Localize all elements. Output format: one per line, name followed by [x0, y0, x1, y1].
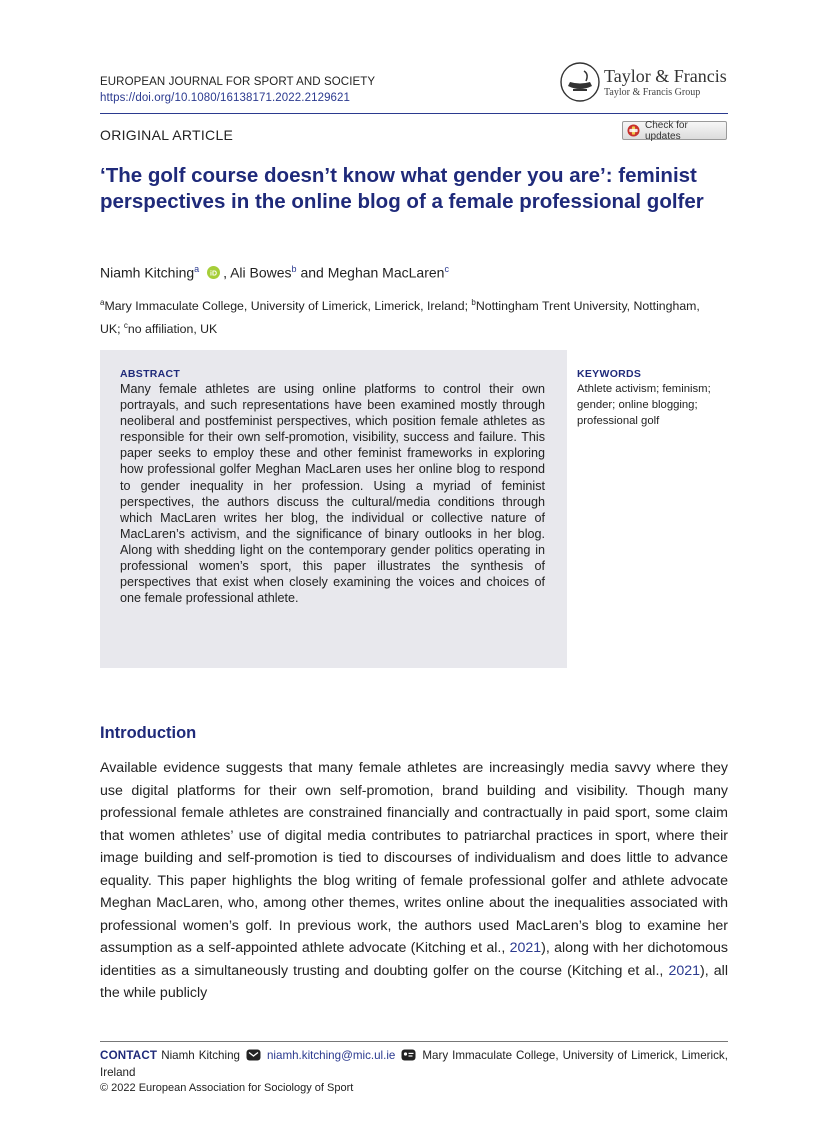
author-list — [100, 264, 449, 281]
publisher-name: Taylor & Francis — [604, 66, 727, 86]
body-text-segment: ), all the while publicly — [100, 962, 728, 1001]
article-type: ORIGINAL ARTICLE — [100, 127, 234, 143]
abstract-box — [100, 350, 567, 668]
contact-block — [100, 1047, 728, 1081]
check-for-updates-button[interactable] — [622, 121, 727, 140]
author-affil-sup: a — [194, 264, 200, 274]
author-name[interactable]: Meghan MacLaren — [327, 264, 445, 281]
introduction-heading: Introduction — [100, 724, 197, 742]
author-name[interactable]: Ali Bowes — [230, 264, 292, 281]
author-affil-sup: b — [291, 264, 297, 274]
header-rule — [100, 113, 728, 114]
affil-sup: b — [471, 298, 476, 307]
citation-link[interactable]: 2021 — [668, 962, 701, 979]
orcid-icon[interactable] — [207, 266, 220, 279]
doi-link[interactable]: https://doi.org/10.1080/16138171.2022.2129621 — [100, 92, 351, 104]
author-separator: , — [223, 264, 231, 281]
abstract-heading: ABSTRACT — [120, 368, 181, 380]
lamp-logo-icon — [560, 62, 600, 102]
affil-text: Nottingham Trent University, Nottingham, UK; — [100, 299, 700, 337]
footer-rule — [100, 1041, 728, 1042]
contact-address: Mary Immaculate College, University of Limerick, Limerick, Ireland — [100, 1049, 728, 1079]
check-updates-label: Check for updates — [645, 119, 688, 142]
copyright-notice: © 2022 European Association for Sociology of Sport — [100, 1082, 354, 1094]
affil-text: no affiliation, UK — [127, 322, 218, 337]
keywords-text: Athlete activism; feminism; gender; online blogging; professional golf — [577, 383, 711, 427]
affiliations — [100, 293, 720, 339]
body-text-segment: ), along with her dichotomous identities as a simultaneously trusting and doubting golfer on the course (Kitching et al., — [100, 940, 728, 979]
author-name[interactable]: Niamh Kitching — [100, 264, 195, 281]
journal-header — [100, 74, 375, 106]
publisher-group: Taylor & Francis Group — [604, 87, 701, 98]
citation-link[interactable]: 2021 — [509, 940, 542, 956]
affil-sup: a — [100, 298, 105, 307]
author-affil-sup: c — [444, 264, 449, 274]
article-title: ‘The golf course doesn’t know what gender you are’: feminist perspectives in the online blog of a female professional golfer — [100, 164, 704, 213]
contact-name: Niamh Kitching — [161, 1049, 240, 1062]
abstract-text: Many female athletes are using online platforms to control their own portrayals, and such representations have been examined mostly through neoliberal and postfeminist perspectives, which position female athletes as responsible for their own self-promotion, visibility, success and failure. This paper seeks to employ these and other feminist frameworks in exploring how professional golfer Meghan MacLaren uses her online blog to respond to gender inequality in her profession. Using a myriad of feminist perspectives, the authors discuss the cultural/media conditions through which MacLaren writes her blog, the individual or collective nature of MacLaren’s activism, and the significance of binary outlooks in her blog. Along with shedding light on the contemporary gender politics operating in professional women’s sport, this paper illustrates the synthesis of perspectives that exist when closely examining the voices and choices of one female professional athlete. — [120, 382, 545, 606]
introduction-body — [100, 757, 728, 1005]
affil-sup: c — [123, 321, 128, 331]
publisher-logo[interactable] — [560, 62, 730, 106]
envelope-icon — [246, 1049, 261, 1061]
affil-text: Mary Immaculate College, University of Limerick, Limerick, Ireland; — [104, 299, 472, 314]
crossmark-icon — [627, 124, 640, 137]
contact-email[interactable]: niamh.kitching@mic.ul.ie — [266, 1049, 396, 1062]
journal-name: EUROPEAN JOURNAL FOR SPORT AND SOCIETY — [100, 76, 376, 88]
keywords-heading: KEYWORDS — [577, 368, 642, 380]
svg-text:iD: iD — [210, 269, 218, 277]
contact-label: CONTACT — [100, 1049, 158, 1062]
author-separator: and — [296, 264, 328, 281]
body-text-segment: Available evidence suggests that many female athletes are increasingly media savvy where they use digital platforms for their own self-promotion, brand building and visibility. Though many professional female athletes are constrained financially and contractually in paid sport, some claim that women athletes’ use of digital media contributes to patriarchal practices in sport, where their image building and self-promotion is tied to discourses of individualism and does little to advance equality. This paper highlights the blog writing of female professional golfer and athlete advocate Meghan MacLaren, who, among other themes, writes online about the inequalities associated with professional women’s golf. In previous work, the authors used MacLaren’s blog to examine her assumption as a self-appointed athlete advocate (Kitching et al., — [100, 760, 728, 956]
address-card-icon — [401, 1049, 416, 1061]
